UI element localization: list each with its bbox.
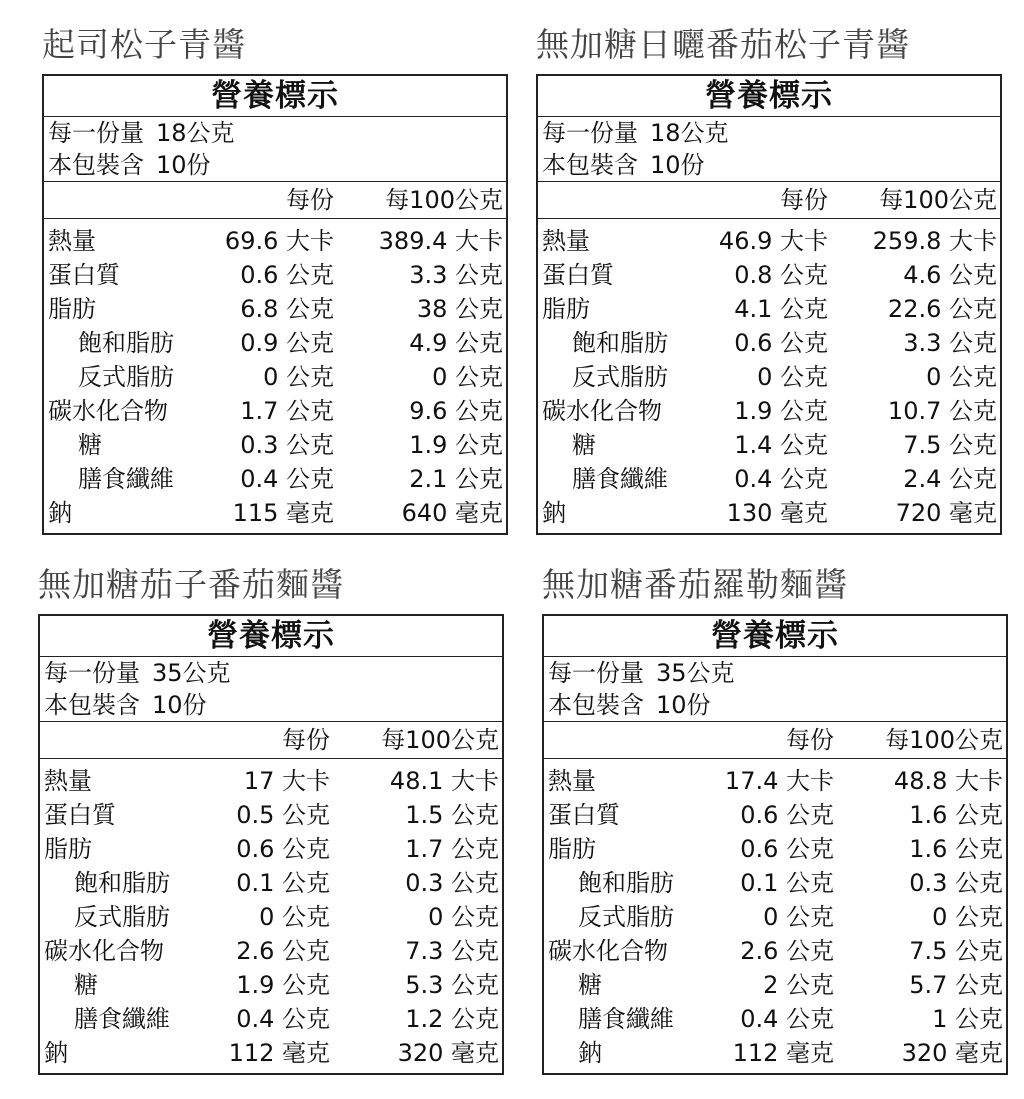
nutrient-row <box>538 394 1000 428</box>
per-100g-header: 每100公克 <box>885 726 1003 754</box>
nutrient-name: 碳水化合物 <box>542 397 662 425</box>
nutrient-name: 蛋白質 <box>548 801 620 829</box>
per-serving-value: 0.6 公克 <box>236 835 330 863</box>
nutrient-row <box>544 968 1006 1002</box>
nutrient-row <box>40 1036 502 1070</box>
product-panel <box>536 22 1002 535</box>
per-serving-value: 0.4 公克 <box>740 1005 834 1033</box>
nutrient-row <box>538 360 1000 394</box>
per-serving-value: 0.4 公克 <box>734 465 828 493</box>
servings-per-package-label: 本包裝含 <box>44 691 140 719</box>
servings-per-package-row <box>548 689 1006 721</box>
nutrient-name: 碳水化合物 <box>548 937 668 965</box>
nutrient-row <box>40 832 502 866</box>
serving-info <box>538 117 1000 182</box>
nutrient-row <box>538 496 1000 530</box>
per-serving-value: 4.1 公克 <box>734 295 828 323</box>
nutrient-row <box>44 326 506 360</box>
per-100g-value: 0 公克 <box>432 363 503 391</box>
per-100g-value: 0.3 公克 <box>909 869 1003 897</box>
per-100g-value: 22.6 公克 <box>887 295 997 323</box>
nutrient-row <box>538 326 1000 360</box>
servings-per-package-label: 本包裝含 <box>48 151 144 179</box>
serving-size-row <box>44 657 502 689</box>
nutrient-row <box>544 934 1006 968</box>
per-serving-value: 69.6 大卡 <box>224 227 334 255</box>
nutrient-name: 鈉 <box>48 499 72 527</box>
nutrient-row <box>44 428 506 462</box>
nutrient-name: 脂肪 <box>542 295 590 323</box>
product-panel <box>542 562 1008 1075</box>
per-serving-value: 0.6 公克 <box>240 261 334 289</box>
per-serving-value: 1.4 公克 <box>734 431 828 459</box>
servings-per-package-value: 10份 <box>650 151 705 179</box>
nutrient-name: 膳食纖維 <box>74 1005 170 1033</box>
per-serving-value: 0.1 公克 <box>236 869 330 897</box>
nutrient-row <box>544 798 1006 832</box>
nutrient-name: 碳水化合物 <box>48 397 168 425</box>
product-title: 無加糖日曬番茄松子青醬 <box>536 25 910 64</box>
product-title: 無加糖番茄羅勒麵醬 <box>542 565 848 604</box>
per-serving-value: 115 毫克 <box>232 499 334 527</box>
nutrient-row <box>544 900 1006 934</box>
per-100g-value: 1.6 公克 <box>909 835 1003 863</box>
per-serving-value: 130 毫克 <box>726 499 828 527</box>
nutrient-name: 膳食纖維 <box>572 465 668 493</box>
nutrient-name: 熱量 <box>44 767 92 795</box>
per-serving-value: 17 大卡 <box>243 767 330 795</box>
nutrient-name: 脂肪 <box>548 835 596 863</box>
servings-per-package-value: 10份 <box>656 691 711 719</box>
nutrient-row <box>538 258 1000 292</box>
nutrient-row <box>538 462 1000 496</box>
serving-info <box>40 657 502 722</box>
servings-per-package-label: 本包裝含 <box>542 151 638 179</box>
per-100g-value: 320 毫克 <box>901 1039 1003 1067</box>
per-100g-value: 2.1 公克 <box>409 465 503 493</box>
nutrient-name: 飽和脂肪 <box>74 869 170 897</box>
nutrient-name: 飽和脂肪 <box>78 329 174 357</box>
nutrient-rows <box>44 219 506 530</box>
serving-size-row <box>548 657 1006 689</box>
per-100g-value: 7.5 公克 <box>909 937 1003 965</box>
nutrient-name: 蛋白質 <box>48 261 120 289</box>
nutrient-name: 碳水化合物 <box>44 937 164 965</box>
per-serving-value: 1.7 公克 <box>240 397 334 425</box>
nutrient-row <box>44 496 506 530</box>
serving-info <box>544 657 1006 722</box>
serving-size-label: 每一份量 <box>48 119 144 147</box>
column-headers <box>544 722 1006 759</box>
nutrient-row <box>40 934 502 968</box>
nutrient-row <box>44 224 506 258</box>
per-100g-value: 10.7 公克 <box>887 397 997 425</box>
servings-per-package-row <box>48 149 506 181</box>
per-serving-value: 1.9 公克 <box>734 397 828 425</box>
nutrient-name: 反式脂肪 <box>74 903 170 931</box>
serving-size-label: 每一份量 <box>44 659 140 687</box>
nutrient-name: 熱量 <box>48 227 96 255</box>
per-100g-value: 9.6 公克 <box>409 397 503 425</box>
per-100g-value: 389.4 大卡 <box>378 227 503 255</box>
nutrient-name: 反式脂肪 <box>78 363 174 391</box>
per-100g-value: 640 毫克 <box>401 499 503 527</box>
per-serving-value: 112 毫克 <box>228 1039 330 1067</box>
per-100g-header: 每100公克 <box>879 186 997 214</box>
per-serving-value: 0 公克 <box>757 363 828 391</box>
nutrient-name: 飽和脂肪 <box>572 329 668 357</box>
nutrient-row <box>44 394 506 428</box>
servings-per-package-value: 10份 <box>152 691 207 719</box>
per-serving-value: 2 公克 <box>763 971 834 999</box>
nutrient-row <box>40 968 502 1002</box>
per-100g-value: 0 公克 <box>932 903 1003 931</box>
product-title: 起司松子青醬 <box>42 25 246 64</box>
nutrient-name: 膳食纖維 <box>78 465 174 493</box>
serving-size-value: 18公克 <box>156 119 235 147</box>
per-100g-value: 1 公克 <box>932 1005 1003 1033</box>
nutrient-name: 糖 <box>78 431 102 459</box>
nutrient-row <box>40 764 502 798</box>
nutrient-name: 反式脂肪 <box>578 903 674 931</box>
per-100g-value: 0 公克 <box>926 363 997 391</box>
per-100g-header: 每100公克 <box>381 726 499 754</box>
nutrient-row <box>538 292 1000 326</box>
nutrition-label <box>38 614 504 1075</box>
per-serving-header: 每份 <box>786 726 834 754</box>
serving-size-label: 每一份量 <box>542 119 638 147</box>
nutrient-row <box>544 764 1006 798</box>
per-100g-header: 每100公克 <box>385 186 503 214</box>
nutrient-row <box>44 360 506 394</box>
nutrient-name: 熱量 <box>542 227 590 255</box>
nutrition-label <box>542 614 1008 1075</box>
per-100g-value: 5.3 公克 <box>405 971 499 999</box>
per-serving-value: 0 公克 <box>263 363 334 391</box>
nutrient-rows <box>538 219 1000 530</box>
servings-per-package-value: 10份 <box>156 151 211 179</box>
per-serving-value: 0.9 公克 <box>240 329 334 357</box>
nutrient-name: 鈉 <box>44 1039 68 1067</box>
per-100g-value: 38 公克 <box>416 295 503 323</box>
per-serving-value: 0.6 公克 <box>734 329 828 357</box>
nutrient-name: 蛋白質 <box>542 261 614 289</box>
per-100g-value: 7.5 公克 <box>903 431 997 459</box>
product-panel <box>38 562 504 1075</box>
nutrient-rows <box>40 759 502 1070</box>
per-serving-value: 0.6 公克 <box>740 801 834 829</box>
per-serving-value: 0.1 公克 <box>740 869 834 897</box>
per-serving-value: 0.8 公克 <box>734 261 828 289</box>
serving-size-value: 35公克 <box>656 659 735 687</box>
per-serving-value: 0.6 公克 <box>740 835 834 863</box>
product-panel <box>42 22 508 535</box>
nutrient-rows <box>544 759 1006 1070</box>
per-serving-value: 2.6 公克 <box>236 937 330 965</box>
serving-size-row <box>542 117 1000 149</box>
nutrition-label-heading: 營養標示 <box>44 76 506 117</box>
product-title: 無加糖茄子番茄麵醬 <box>38 565 344 604</box>
nutrient-row <box>544 832 1006 866</box>
nutrient-row <box>544 1002 1006 1036</box>
nutrient-name: 飽和脂肪 <box>578 869 674 897</box>
nutrient-name: 反式脂肪 <box>572 363 668 391</box>
per-100g-value: 1.6 公克 <box>909 801 1003 829</box>
per-100g-value: 4.6 公克 <box>903 261 997 289</box>
serving-size-row <box>48 117 506 149</box>
per-100g-value: 1.5 公克 <box>405 801 499 829</box>
per-100g-value: 48.1 大卡 <box>389 767 499 795</box>
serving-size-value: 18公克 <box>650 119 729 147</box>
per-100g-value: 3.3 公克 <box>409 261 503 289</box>
per-100g-value: 1.2 公克 <box>405 1005 499 1033</box>
nutrient-name: 糖 <box>578 971 602 999</box>
nutrient-row <box>40 866 502 900</box>
nutrient-row <box>544 1036 1006 1070</box>
nutrition-label-heading: 營養標示 <box>40 616 502 657</box>
per-100g-value: 720 毫克 <box>895 499 997 527</box>
per-serving-value: 6.8 公克 <box>240 295 334 323</box>
nutrient-row <box>40 1002 502 1036</box>
nutrient-row <box>44 462 506 496</box>
per-serving-value: 46.9 大卡 <box>718 227 828 255</box>
per-100g-value: 2.4 公克 <box>903 465 997 493</box>
nutrient-row <box>538 428 1000 462</box>
nutrient-name: 蛋白質 <box>44 801 116 829</box>
per-serving-header: 每份 <box>282 726 330 754</box>
per-serving-value: 1.9 公克 <box>236 971 330 999</box>
per-100g-value: 5.7 公克 <box>909 971 1003 999</box>
nutrient-row <box>538 224 1000 258</box>
per-100g-value: 1.7 公克 <box>405 835 499 863</box>
per-serving-value: 0.3 公克 <box>240 431 334 459</box>
per-100g-value: 48.8 大卡 <box>893 767 1003 795</box>
serving-size-label: 每一份量 <box>548 659 644 687</box>
per-serving-value: 2.6 公克 <box>740 937 834 965</box>
per-serving-value: 0 公克 <box>763 903 834 931</box>
servings-per-package-label: 本包裝含 <box>548 691 644 719</box>
per-serving-header: 每份 <box>780 186 828 214</box>
per-100g-value: 1.9 公克 <box>409 431 503 459</box>
nutrient-row <box>40 900 502 934</box>
nutrition-label-heading: 營養標示 <box>538 76 1000 117</box>
per-serving-value: 17.4 大卡 <box>724 767 834 795</box>
per-100g-value: 320 毫克 <box>397 1039 499 1067</box>
nutrient-name: 鈉 <box>542 499 566 527</box>
column-headers <box>538 182 1000 219</box>
serving-info <box>44 117 506 182</box>
nutrient-row <box>44 292 506 326</box>
nutrient-name: 糖 <box>572 431 596 459</box>
per-100g-value: 7.3 公克 <box>405 937 499 965</box>
per-100g-value: 259.8 大卡 <box>872 227 997 255</box>
per-100g-value: 0 公克 <box>428 903 499 931</box>
per-serving-value: 0.4 公克 <box>236 1005 330 1033</box>
nutrient-name: 膳食纖維 <box>578 1005 674 1033</box>
per-100g-value: 0.3 公克 <box>405 869 499 897</box>
servings-per-package-row <box>542 149 1000 181</box>
per-serving-value: 0.4 公克 <box>240 465 334 493</box>
nutrient-name: 熱量 <box>548 767 596 795</box>
servings-per-package-row <box>44 689 502 721</box>
nutrient-row <box>40 798 502 832</box>
per-serving-header: 每份 <box>286 186 334 214</box>
per-serving-value: 0 公克 <box>259 903 330 931</box>
nutrition-label <box>536 74 1002 535</box>
column-headers <box>44 182 506 219</box>
nutrient-row <box>544 866 1006 900</box>
per-serving-value: 0.5 公克 <box>236 801 330 829</box>
serving-size-value: 35公克 <box>152 659 231 687</box>
nutrition-label-heading: 營養標示 <box>544 616 1006 657</box>
nutrient-name: 鈉 <box>578 1039 602 1067</box>
nutrient-name: 糖 <box>74 971 98 999</box>
column-headers <box>40 722 502 759</box>
nutrition-label <box>42 74 508 535</box>
nutrient-name: 脂肪 <box>44 835 92 863</box>
nutrient-name: 脂肪 <box>48 295 96 323</box>
nutrient-row <box>44 258 506 292</box>
per-100g-value: 4.9 公克 <box>409 329 503 357</box>
per-100g-value: 3.3 公克 <box>903 329 997 357</box>
per-serving-value: 112 毫克 <box>732 1039 834 1067</box>
